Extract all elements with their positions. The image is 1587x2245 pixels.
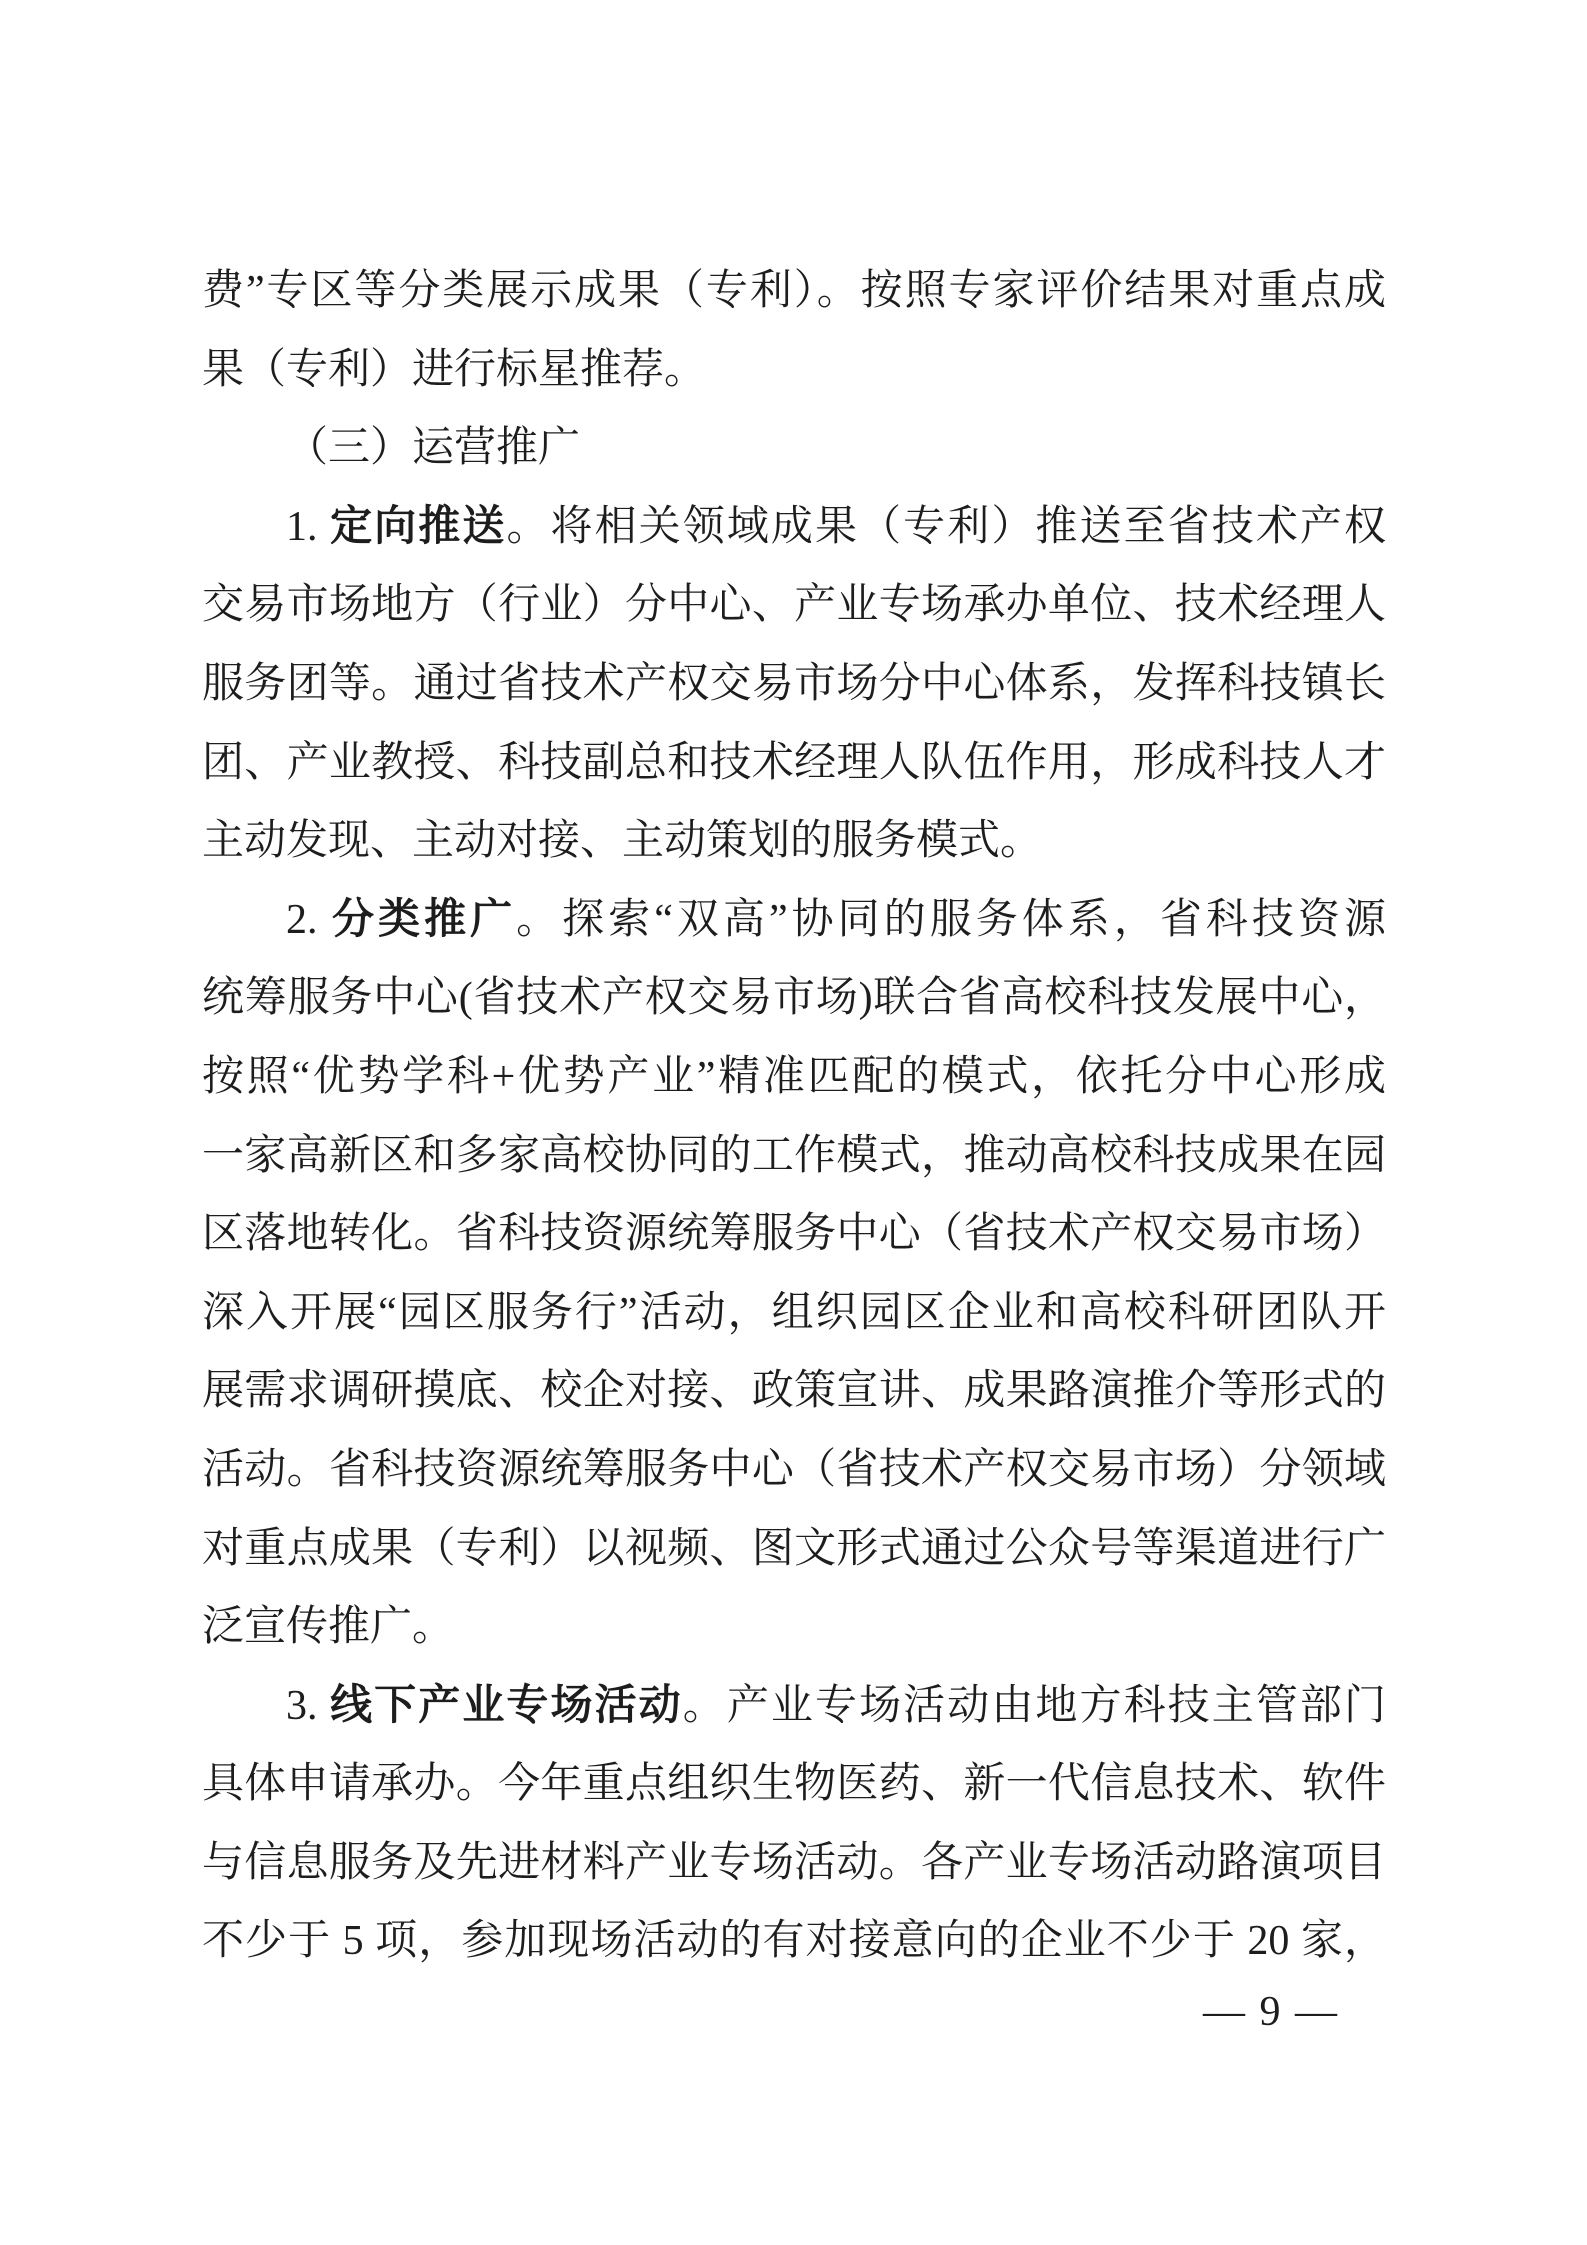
text-line <box>202 724 1386 803</box>
text-run: 泛宣传推广。 <box>202 1604 455 1651</box>
text-run: 统筹服务中心(省技术产权交易市场)联合省高校科技发展中心， <box>202 975 1386 1022</box>
text-line <box>202 1274 1386 1353</box>
text-line <box>202 1902 1386 1981</box>
text-line <box>202 1824 1386 1903</box>
text-run: 主动发现、主动对接、主动策划的服务模式。 <box>202 818 1043 865</box>
text-run: 不少于 5 项，参加现场活动的有对接意向的企业不少于 20 家， <box>202 1918 1386 1965</box>
text-run: 果（专利）进行标星推荐。 <box>202 346 707 393</box>
text-line <box>202 1510 1386 1589</box>
text-run: 2. <box>286 896 333 943</box>
text-line <box>202 645 1386 724</box>
bold-text-run: 线下产业专场活动 <box>330 1682 683 1729</box>
text-run: 服务团等。通过省技术产权交易市场分中心体系，发挥科技镇长 <box>202 660 1386 707</box>
text-line <box>202 1667 1386 1746</box>
text-run: 具体申请承办。今年重点组织生物医药、新一代信息技术、软件 <box>202 1761 1386 1808</box>
text-line <box>202 252 1386 331</box>
text-line <box>202 1117 1386 1196</box>
text-run: 。将相关领域成果（专利）推送至省技术产权 <box>506 503 1386 550</box>
text-line <box>202 1195 1386 1274</box>
bold-text-run: 分类推广 <box>332 896 517 943</box>
text-run: 按照“优势学科+优势产业”精准匹配的模式，依托分中心形成 <box>202 1053 1386 1100</box>
text-run: 交易市场地方（行业）分中心、产业专场承办单位、技术经理人 <box>202 582 1386 629</box>
text-line <box>202 1038 1386 1117</box>
text-run: 展需求调研摸底、校企对接、政策宣讲、成果路演推介等形式的 <box>202 1368 1386 1415</box>
text-run: 活动。省科技资源统筹服务中心（省技术产权交易市场）分领域 <box>202 1446 1386 1493</box>
text-line <box>202 1352 1386 1431</box>
text-run: （三）运营推广 <box>286 425 581 472</box>
text-line <box>202 331 1386 410</box>
text-run: 深入开展“园区服务行”活动，组织园区企业和高校科研团队开 <box>202 1289 1386 1336</box>
text-run: 一家高新区和多家高校协同的工作模式，推动高校科技成果在园 <box>202 1132 1386 1179</box>
text-run: 与信息服务及先进材料产业专场活动。各产业专场活动路演项目 <box>202 1839 1386 1886</box>
text-run: 对重点成果（专利）以视频、图文形式通过公众号等渠道进行广 <box>202 1525 1386 1572</box>
text-line <box>202 1431 1386 1510</box>
text-line <box>202 802 1386 881</box>
bold-text-run: 定向推送 <box>330 503 507 550</box>
text-line <box>202 409 1386 488</box>
page-number: — 9 — <box>1203 1989 1339 2035</box>
text-run: 团、产业教授、科技副总和技术经理人队伍作用，形成科技人才 <box>202 739 1386 786</box>
text-line <box>202 1588 1386 1667</box>
text-run: 费”专区等分类展示成果（专利）。按照专家评价结果对重点成 <box>202 268 1386 314</box>
text-run: 。探索“双高”协同的服务体系，省科技资源 <box>516 896 1386 943</box>
text-run: 1. <box>286 503 331 550</box>
text-line <box>202 881 1386 960</box>
text-run: 。产业专场活动由地方科技主管部门 <box>682 1682 1386 1729</box>
document-body <box>202 252 1386 1981</box>
text-line <box>202 959 1386 1038</box>
text-line <box>202 1745 1386 1824</box>
text-run: 区落地转化。省科技资源统筹服务中心（省技术产权交易市场） <box>202 1211 1386 1258</box>
text-run: 3. <box>286 1682 331 1729</box>
text-line <box>202 488 1386 567</box>
text-line <box>202 566 1386 645</box>
